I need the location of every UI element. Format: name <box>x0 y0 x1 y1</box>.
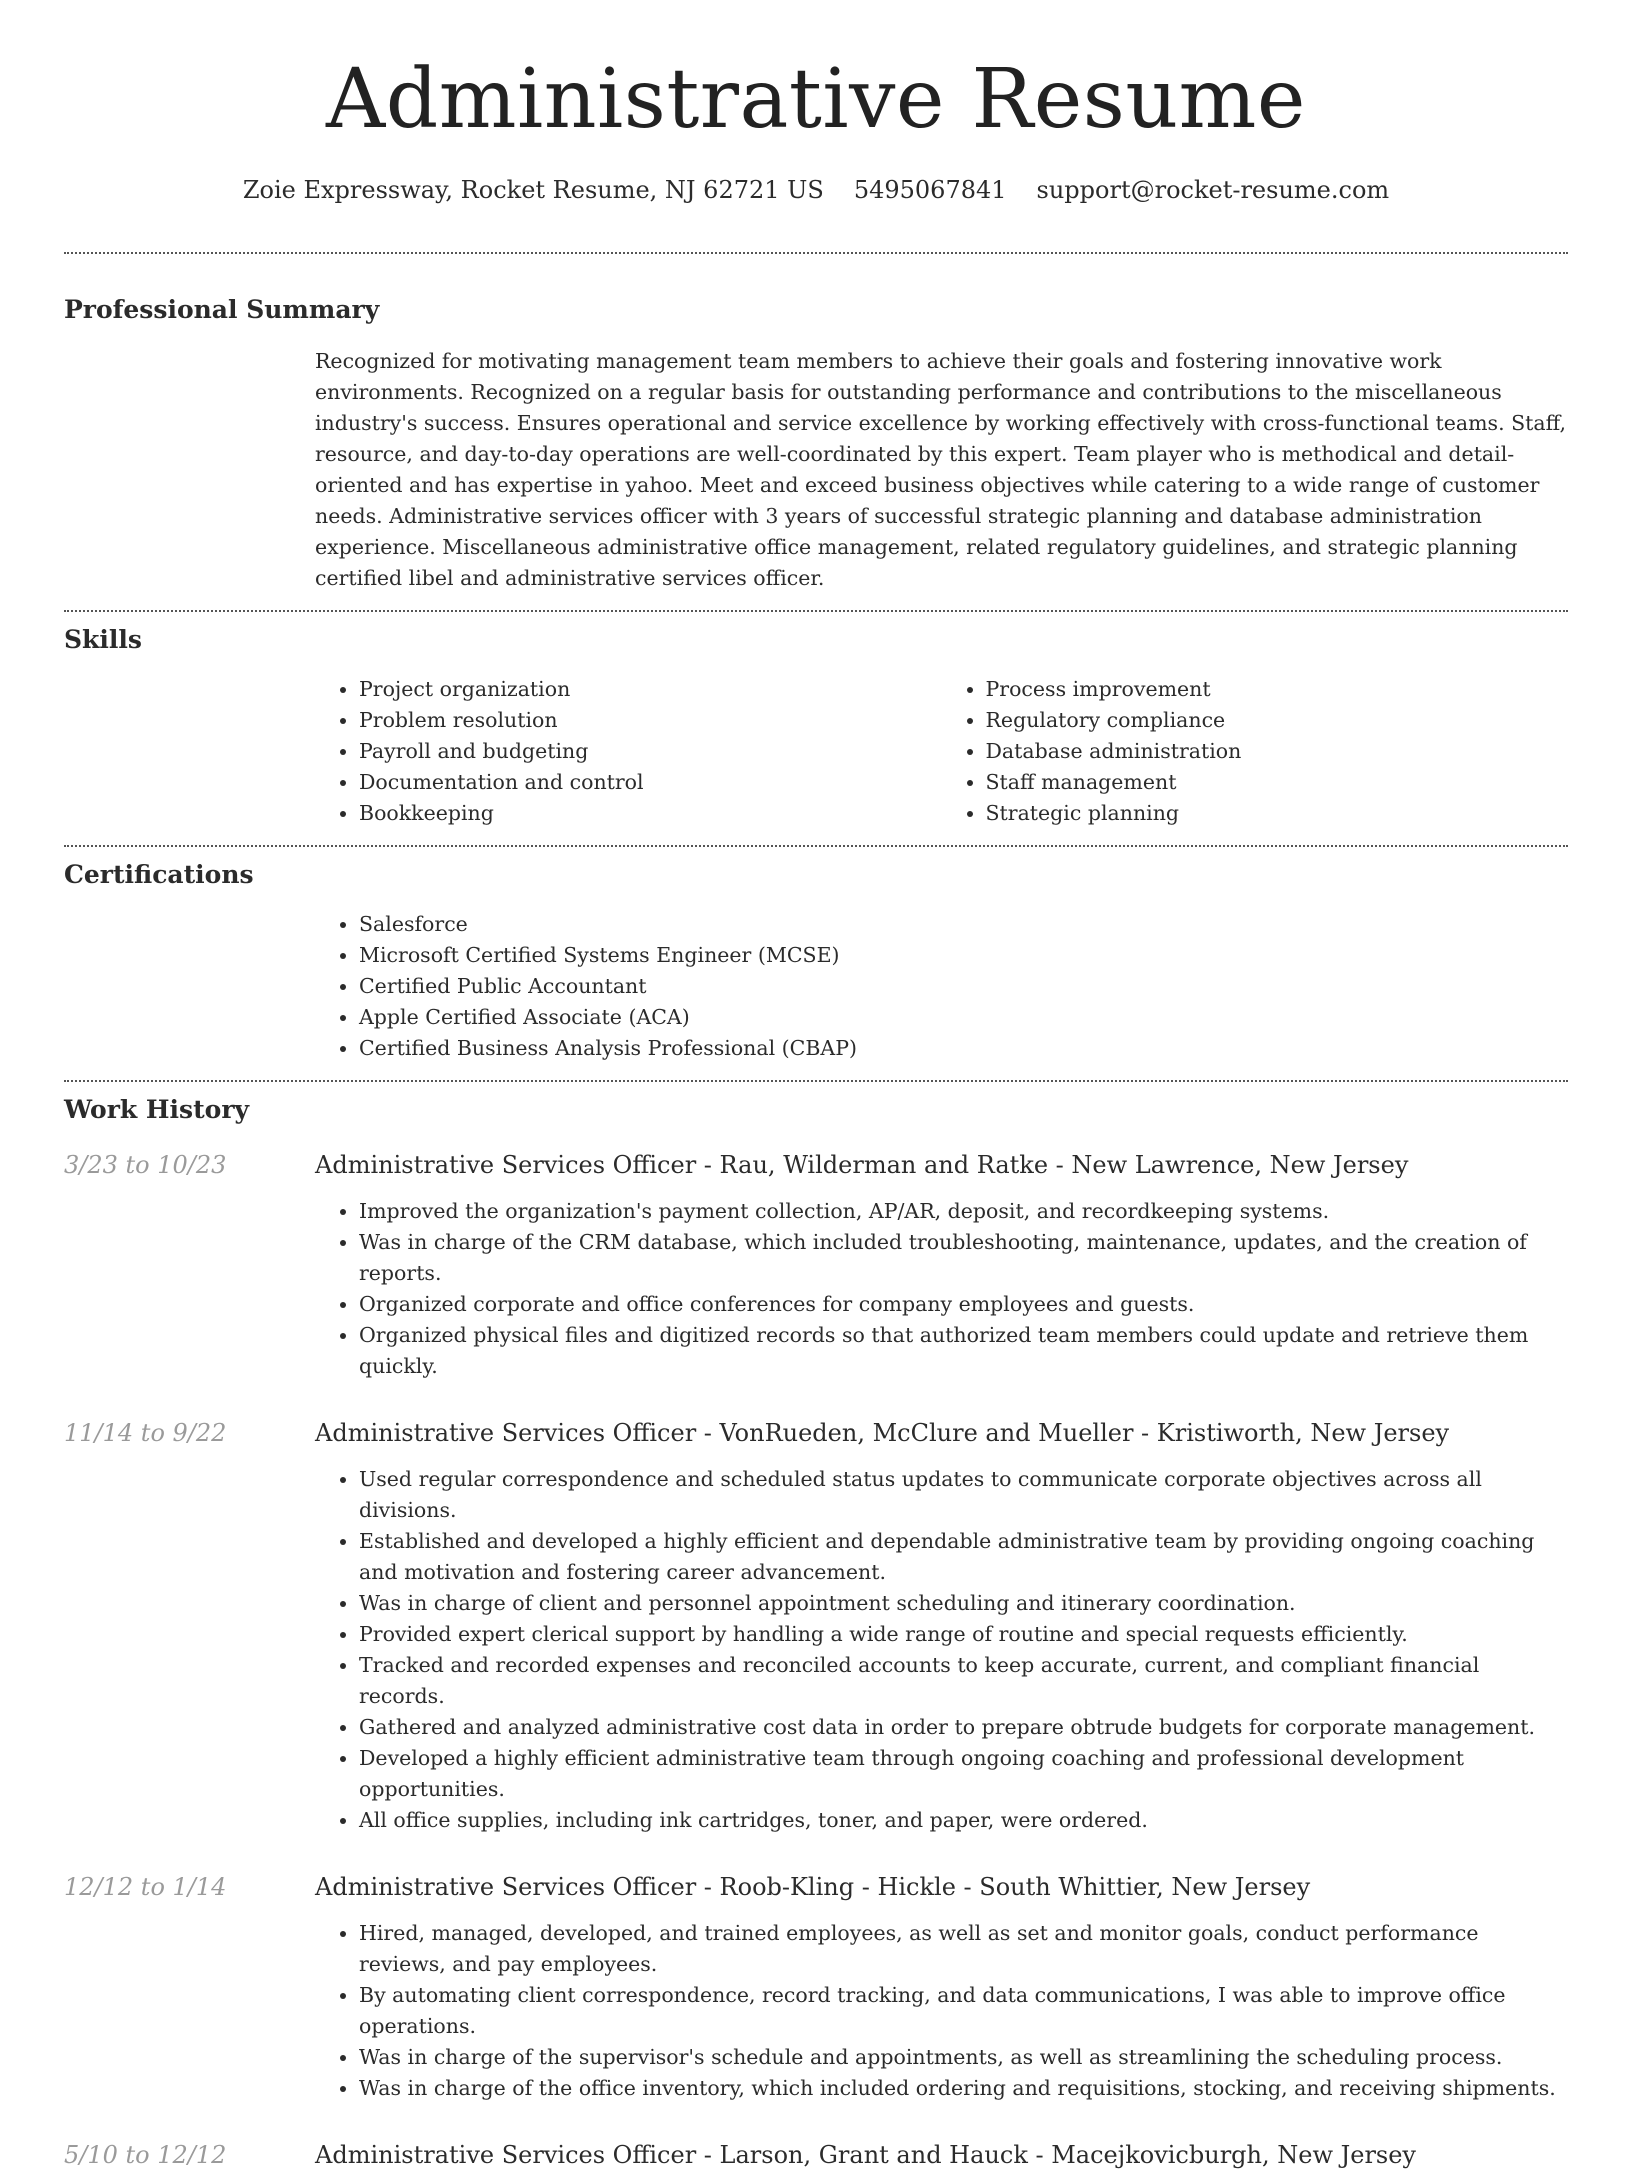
job-entry <box>64 1148 1568 1382</box>
contact-email: support@rocket-resume.com <box>1036 176 1390 204</box>
skill-item: • Database administration <box>986 736 1569 767</box>
job-title: Administrative Services Officer - Larson, Grant and Hauck - Macejkovicburgh, New Jersey <box>315 2141 1416 2169</box>
job-bullet: • Established and developed a highly efficient and dependable administrative team by providing ongoing coaching and motivation and fostering career advancement. <box>359 1526 1568 1588</box>
job-entry <box>64 2138 1568 2172</box>
resume-title: Administrative Resume <box>326 52 1306 147</box>
job-dates: 11/14 to 9/22 <box>64 1419 227 1447</box>
job-bullet: • Was in charge of client and personnel appointment scheduling and itinerary coordination. <box>359 1588 1568 1619</box>
job-title: Administrative Services Officer - Roob-Kling - Hickle - South Whittier, New Jersey <box>315 1873 1311 1901</box>
skill-item: • Staff management <box>986 767 1569 798</box>
job-bullet: • Tracked and recorded expenses and reconciled accounts to keep accurate, current, and compliant financial records. <box>359 1650 1568 1712</box>
skill-item: • Payroll and budgeting <box>359 736 942 767</box>
job-dates: 12/12 to 1/14 <box>64 1873 227 1901</box>
skill-item: • Problem resolution <box>359 705 942 736</box>
contact-phone: 5495067841 <box>853 176 1007 204</box>
job-bullet: • Was in charge of the office inventory, which included ordering and requisitions, stocking, and receiving shipments. <box>359 2073 1568 2104</box>
section-title-skills: Skills <box>64 625 142 654</box>
certifications-block <box>315 909 1568 1064</box>
certification-item: • Microsoft Certified Systems Engineer (MCSE) <box>359 940 1568 971</box>
job-bullet: • Developed a highly efficient administrative team through ongoing coaching and professional development opportunities. <box>359 1743 1568 1805</box>
section-title-work-history: Work History <box>64 1095 250 1124</box>
certification-item: • Certified Business Analysis Professional (CBAP) <box>359 1033 1568 1064</box>
resume-page <box>64 0 1568 2172</box>
job-bullet: • Hired, managed, developed, and trained employees, as well as set and monitor goals, conduct performance reviews, and pay employees. <box>359 1918 1568 1980</box>
contact-line <box>64 174 1568 206</box>
job-title: Administrative Services Officer - Rau, Wilderman and Ratke - New Lawrence, New Jersey <box>315 1151 1409 1179</box>
skills-list-left <box>315 674 942 829</box>
job-dates: 3/23 to 10/23 <box>64 1151 227 1179</box>
skill-item: • Project organization <box>359 674 942 705</box>
job-bullets <box>315 1196 1568 1382</box>
job-dates: 5/10 to 12/12 <box>64 2141 227 2169</box>
job-bullet: • All office supplies, including ink cartridges, toner, and paper, were ordered. <box>359 1805 1568 1836</box>
skill-item: • Bookkeeping <box>359 798 942 829</box>
job-bullet: • Improved the organization's payment collection, AP/AR, deposit, and recordkeeping systems. <box>359 1196 1568 1227</box>
skills-list-right <box>942 674 1569 829</box>
skill-item: • Regulatory compliance <box>986 705 1569 736</box>
section-title-certifications: Certifications <box>64 860 254 889</box>
job-entry <box>64 1416 1568 1836</box>
certification-item: • Certified Public Accountant <box>359 971 1568 1002</box>
job-bullet: • Was in charge of the supervisor's schedule and appointments, as well as streamlining the scheduling process. <box>359 2042 1568 2073</box>
skills-grid <box>315 674 1568 829</box>
job-bullet: • Organized physical files and digitized records so that authorized team members could update and retrieve them quickly. <box>359 1320 1568 1382</box>
job-bullets <box>315 1464 1568 1836</box>
contact-address: Zoie Expressway, Rocket Resume, NJ 62721 US <box>242 176 824 204</box>
skill-item: • Documentation and control <box>359 767 942 798</box>
job-bullet: • Provided expert clerical support by handling a wide range of routine and special requests efficiently. <box>359 1619 1568 1650</box>
job-bullet: • Was in charge of the CRM database, which included troubleshooting, maintenance, updates, and the creation of reports. <box>359 1227 1568 1289</box>
skill-item: • Strategic planning <box>986 798 1569 829</box>
job-bullets <box>315 1918 1568 2104</box>
certification-item: • Apple Certified Associate (ACA) <box>359 1002 1568 1033</box>
job-bullet: • Used regular correspondence and scheduled status updates to communicate corporate objectives across all divisions. <box>359 1464 1568 1526</box>
job-bullet: • Organized corporate and office conferences for company employees and guests. <box>359 1289 1568 1320</box>
job-title: Administrative Services Officer - VonRueden, McClure and Mueller - Kristiworth, New Jersey <box>315 1419 1450 1447</box>
certifications-list <box>315 909 1568 1064</box>
job-bullet: • Gathered and analyzed administrative cost data in order to prepare obtrude budgets for corporate management. <box>359 1712 1568 1743</box>
certification-item: • Salesforce <box>359 909 1568 940</box>
job-entry <box>64 1870 1568 2104</box>
skill-item: • Process improvement <box>986 674 1569 705</box>
section-title-summary: Professional Summary <box>64 295 380 324</box>
summary-text: Recognized for motivating management team members to achieve their goals and fostering innovative work environments. Recognized on a regular basis for outstanding performance and contributions to the miscellaneous industry's success. Ensures operational and service excellence by working effectively with cross-functional teams. Staff, resource, and day-to-day operations are well-coordinated by this expert. Team player who is methodical and detail-oriented and has expertise in yahoo. Meet and exceed business objectives while catering to a wide range of customer needs. Administrative services officer with 3 years of successful strategic planning and database administration experience. Miscellaneous administrative office management, related regulatory guidelines, and strategic planning certified libel and administrative services officer. <box>315 349 1566 590</box>
job-bullet: • By automating client correspondence, record tracking, and data communications, I was able to improve office operations. <box>359 1980 1568 2042</box>
